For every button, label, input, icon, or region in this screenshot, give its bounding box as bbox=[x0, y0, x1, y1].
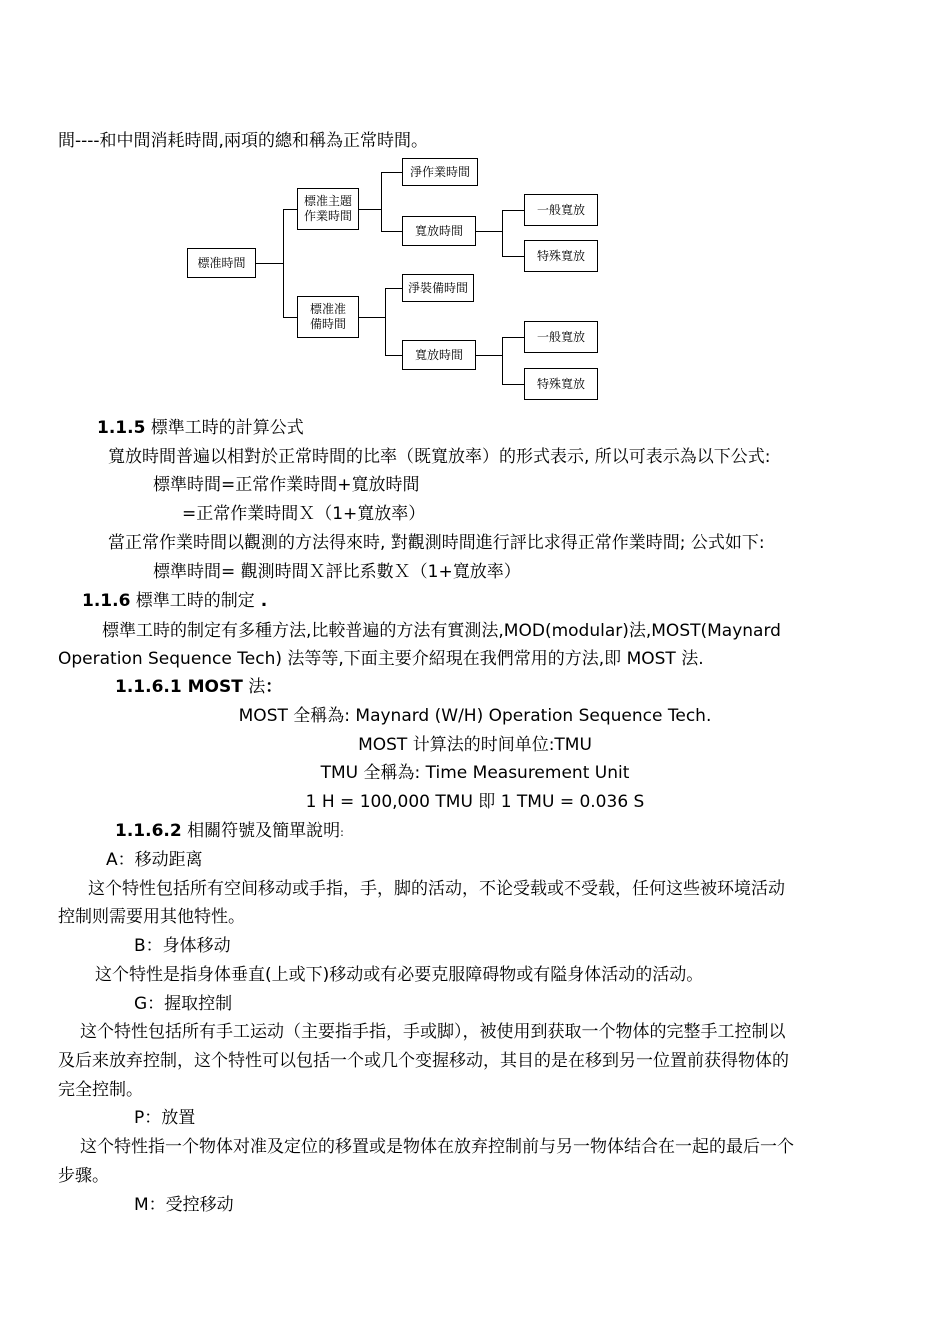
paragraph: 控制则需要用其他特性。 bbox=[58, 907, 245, 927]
box-standard-time: 標准時間 bbox=[187, 248, 256, 278]
connector bbox=[385, 355, 402, 356]
section-heading-1-1-6-1: 1.1.6.1 MOST 法： bbox=[115, 677, 283, 697]
paragraph: 及后来放弃控制，这个特性可以包括一个或几个变握移动，其目的是在移到另一位置前获得物体的 bbox=[58, 1051, 789, 1071]
connector bbox=[381, 172, 382, 232]
box-main-theme-time: 標准主題 作業時間 bbox=[297, 188, 359, 230]
box-net-prep-time: 淨裝備時間 bbox=[402, 274, 474, 302]
section-heading-1-1-5: 1.1.5 標準工時的計算公式 bbox=[97, 418, 304, 438]
box-allowance-time-bottom: 寬放時間 bbox=[402, 340, 476, 370]
paragraph: 當正常作業時間以觀測的方法得來時, 對觀測時間進行評比求得正常作業時間; 公式如下: bbox=[108, 533, 765, 553]
formula: 標準時間= 觀測時間Ｘ評比系數Ｘ（1+寬放率） bbox=[153, 562, 521, 582]
centered-line: 1 H = 100,000 TMU 即 1 TMU = 0.036 S bbox=[305, 792, 645, 812]
paragraph: 步骤。 bbox=[58, 1166, 109, 1186]
connector bbox=[283, 209, 284, 317]
formula: 標準時間=正常作業時間+寬放時間 bbox=[153, 475, 420, 495]
connector bbox=[502, 337, 524, 338]
box-special-allowance-top: 特殊寬放 bbox=[524, 240, 598, 272]
item-heading-b: B：身体移动 bbox=[134, 936, 231, 956]
connector bbox=[385, 288, 386, 355]
paragraph: 这个特性包括所有空间移动或手指，手，脚的活动，不论受载或不受载，任何这些被环境活动 bbox=[88, 879, 785, 899]
intro-text: 間----和中間消耗時間,兩項的總和稱為正常時間。 bbox=[58, 131, 428, 151]
section-heading-1-1-6: 1.1.6 標準工時的制定 . bbox=[82, 591, 268, 611]
formula: =正常作業時間Ｘ（1+寬放率） bbox=[182, 504, 426, 524]
section-heading-1-1-6-2: 1.1.6.2 相關符號及簡單說明: bbox=[115, 821, 344, 841]
centered-line: MOST 全稱為: Maynard (W/H) Operation Sequence Tech. bbox=[238, 706, 712, 726]
connector bbox=[476, 355, 502, 356]
connector bbox=[385, 288, 402, 289]
connector bbox=[476, 231, 502, 232]
box-general-allowance-top: 一般寬放 bbox=[524, 194, 598, 226]
connector bbox=[502, 256, 524, 257]
centered-line: MOST 计算法的时间单位:TMU bbox=[358, 735, 592, 755]
centered-line: TMU 全稱為: Time Measurement Unit bbox=[320, 763, 630, 783]
paragraph: 这个特性指一个物体对准及定位的移置或是物体在放弃控制前与另一物体结合在一起的最后一个 bbox=[80, 1137, 794, 1157]
item-heading-m: M：受控移动 bbox=[134, 1195, 234, 1215]
connector bbox=[256, 263, 283, 264]
connector bbox=[502, 384, 524, 385]
item-heading-g: G：握取控制 bbox=[134, 994, 233, 1014]
connector bbox=[283, 317, 297, 318]
connector bbox=[283, 209, 297, 210]
connector bbox=[381, 172, 402, 173]
box-net-work-time: 淨作業時間 bbox=[402, 158, 478, 186]
box-allowance-time-top: 寬放時間 bbox=[402, 216, 476, 246]
connector bbox=[502, 210, 503, 256]
paragraph: 这个特性是指身体垂直(上或下)移动或有必要克服障碍物或有隘身体活动的活动。 bbox=[95, 965, 704, 985]
connector bbox=[381, 231, 402, 232]
connector bbox=[359, 317, 385, 318]
connector bbox=[502, 337, 503, 384]
paragraph: 寬放時間普遍以相對於正常時間的比率（既寬放率）的形式表示, 所以可表示為以下公式: bbox=[108, 447, 771, 467]
paragraph: 这个特性包括所有手工运动（主要指手指，手或脚），被使用到获取一个物体的完整手工控制以 bbox=[80, 1022, 786, 1042]
paragraph: 標準工時的制定有多種方法,比較普遍的方法有實測法,MOD(modular)法,MOST(Maynard bbox=[102, 621, 781, 641]
box-prep-time: 標准准 備時間 bbox=[297, 296, 359, 338]
box-general-allowance-bottom: 一般寬放 bbox=[524, 321, 598, 353]
paragraph: 完全控制。 bbox=[58, 1080, 143, 1100]
box-special-allowance-bottom: 特殊寬放 bbox=[524, 368, 598, 400]
item-heading-a: A：移动距离 bbox=[106, 850, 203, 870]
connector bbox=[502, 210, 524, 211]
connector bbox=[359, 209, 381, 210]
paragraph: Operation Sequence Tech) 法等等,下面主要介紹現在我們常用的方法,即 MOST 法. bbox=[58, 649, 704, 669]
item-heading-p: P：放置 bbox=[134, 1108, 196, 1128]
